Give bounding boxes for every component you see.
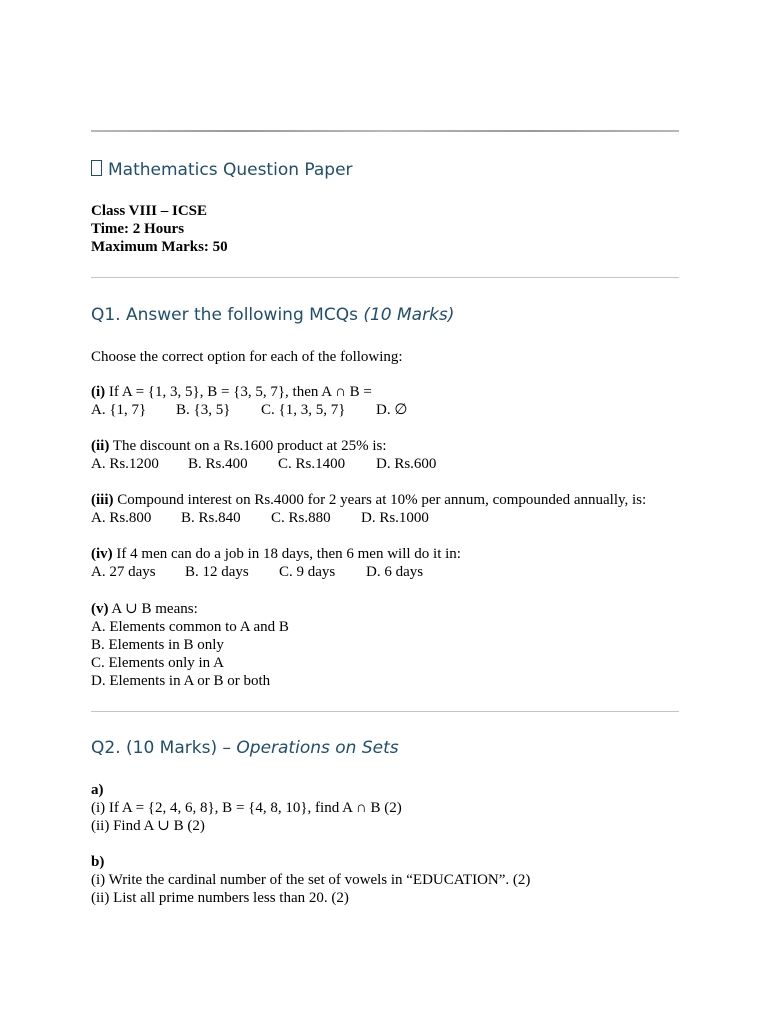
q2-part-a: a) (i) If A = {2, 4, 6, 8}, B = {4, 8, 10}, find A ∩ B (2) (ii) Find A ∪ B (2) [91, 782, 402, 834]
time-info: Time: 2 Hours [91, 221, 185, 237]
q1-instruction: Choose the correct option for each of the following: [91, 349, 403, 365]
q2-part-b: b) (i) Write the cardinal number of the set of vowels in “EDUCATION”. (2) (ii) List all prime numbers less than 20. (2) [91, 854, 531, 906]
divider [91, 277, 679, 278]
q1-heading: Q1. Answer the following MCQs (10 Marks) [91, 305, 455, 325]
document-icon [91, 160, 102, 176]
class-info: Class VIII – ICSE [91, 203, 208, 219]
q2-heading: Q2. (10 Marks) – Operations on Sets [91, 738, 399, 758]
marks-info: Maximum Marks: 50 [91, 239, 228, 255]
divider [91, 711, 679, 712]
paper-info [91, 202, 228, 256]
mcq-item-2: (ii) The discount on a Rs.1600 product at 25% is: A. Rs.1200 B. Rs.400 C. Rs.1400 D. Rs.600 [91, 438, 437, 472]
mcq-item-5: (v) A ∪ B means: A. Elements common to A and B B. Elements in B only C. Elements only in A D. Elements in A or B or both [91, 601, 289, 689]
page-title: Mathematics Question Paper [91, 159, 353, 181]
top-divider [91, 130, 679, 132]
mcq-item-3: (iii) Compound interest on Rs.4000 for 2 years at 10% per annum, compounded annually, is: A. Rs.800 B. Rs.840 C. Rs.880 D. Rs.1000 [91, 492, 647, 526]
mcq-item-4: (iv) If 4 men can do a job in 18 days, then 6 men will do it in: A. 27 days B. 12 days C. 9 days D. 6 days [91, 546, 461, 580]
mcq-item-1: (i) If A = {1, 3, 5}, B = {3, 5, 7}, then A ∩ B = A. {1, 7} B. {3, 5} C. {1, 3, 5, 7} D. ∅ [91, 384, 408, 418]
